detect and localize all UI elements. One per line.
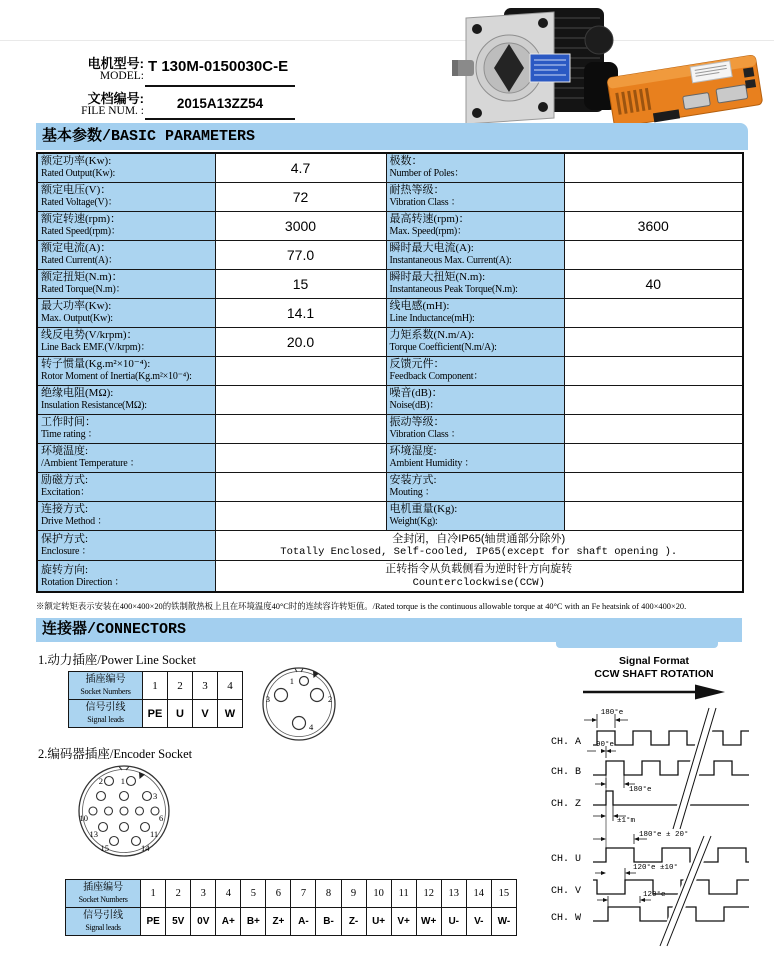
param-label: 最高转速(rpm)： Max. Speed(rpm)：	[386, 211, 564, 240]
signal-lead: W	[218, 700, 243, 728]
param-row	[37, 356, 743, 385]
signal-lead: PE	[143, 700, 168, 728]
param-value	[564, 182, 743, 211]
param-label: 振动等级： Vibration Class ：	[386, 414, 564, 443]
param-value	[564, 443, 743, 472]
signal-lead: V+	[391, 908, 416, 936]
socket-number: 8	[316, 880, 341, 908]
param-label: 连接方式: Drive Method ：	[37, 501, 215, 530]
param-value	[215, 472, 386, 501]
pin-label: 10	[79, 813, 88, 823]
param-label: 力矩系数(N.m/A): Torque Coefficient(N.m/A):	[386, 327, 564, 356]
param-row	[37, 501, 743, 530]
param-value	[564, 298, 743, 327]
section-basic-parameters: 基本参数/BASIC PARAMETERS	[36, 123, 748, 150]
model-label-en: MODEL:	[99, 70, 144, 82]
param-row	[37, 298, 743, 327]
model-label-cn: 电机型号:	[87, 56, 144, 71]
dim-annotation: 120°e ±10°	[633, 864, 679, 872]
param-row	[37, 443, 743, 472]
model-underline	[145, 85, 295, 87]
dim-annotation: 180°e	[600, 709, 624, 717]
signal-lead: V	[193, 700, 218, 728]
signal-lead: V-	[466, 908, 491, 936]
param-row	[37, 414, 743, 443]
channel-label: CH. Z	[551, 799, 582, 810]
dim-annotation: 90°e	[595, 741, 615, 749]
param-label: 反馈元件： Feedback Component：	[386, 356, 564, 385]
signal-lead: Z+	[266, 908, 291, 936]
section-connectors: 连接器/CONNECTORS	[36, 618, 742, 642]
param-label: 励磁方式: Excitation：	[37, 472, 215, 501]
param-value: 14.1	[215, 298, 386, 327]
channel-label: CH. V	[551, 886, 582, 897]
signal-format-diagram	[543, 648, 774, 950]
pin-label: 14	[141, 843, 150, 853]
signal-lead: PE	[141, 908, 166, 936]
power-connector-diagram	[252, 661, 347, 749]
top-rule	[0, 40, 774, 41]
param-value: 72	[215, 182, 386, 211]
socket-number: 2	[168, 672, 193, 700]
file-label-en: FILE NUM. :	[81, 105, 144, 117]
param-value: 3600	[564, 211, 743, 240]
socket-number: 4	[218, 672, 243, 700]
signal-lead: W-	[491, 908, 516, 936]
rotation-value: 正转指令从负载侧看为逆时针方向旋转 Counterclockwise(CCW)	[215, 561, 743, 592]
ccw-rotation-title: CCW SHAFT ROTATION	[594, 668, 714, 680]
signal-lead: U-	[441, 908, 466, 936]
param-label: 额定电压(V)： Rated Voltage(V)：	[37, 182, 215, 211]
socket-number: 1	[143, 672, 168, 700]
dim-annotation: 180°e	[629, 786, 652, 794]
param-value	[564, 501, 743, 530]
param-row	[37, 385, 743, 414]
param-row	[37, 269, 743, 298]
file-value: 2015A13ZZ54	[176, 96, 264, 111]
param-label: 额定电流(A)： Rated Current(A)：	[37, 240, 215, 269]
param-value	[215, 414, 386, 443]
basic-parameters-table	[36, 152, 744, 593]
param-row	[37, 211, 743, 240]
pin-label: 3	[153, 791, 158, 801]
param-value	[564, 385, 743, 414]
param-row	[37, 182, 743, 211]
param-label: 额定转速(rpm)： Rated Speed(rpm)：	[37, 211, 215, 240]
pin-label: 13	[89, 829, 98, 839]
channel-label: CH. W	[551, 913, 582, 924]
pin-label: 1	[120, 776, 125, 786]
param-row	[37, 153, 743, 182]
param-label: 旋转方向: Rotation Direction ：	[37, 561, 215, 592]
channel-label: CH. U	[551, 854, 582, 865]
param-label: 保护方式: Enclosure ：	[37, 530, 215, 561]
param-value	[564, 153, 743, 182]
param-value: 40	[564, 269, 743, 298]
file-label-cn: 文档编号:	[87, 91, 144, 106]
param-value: 15	[215, 269, 386, 298]
param-label: 最大功率(Kw): Max. Output(Kw):	[37, 298, 215, 327]
param-label: 额定扭矩(N.m)： Rated Torque(N.m)：	[37, 269, 215, 298]
rated-torque-footnote: ※额定转矩表示安装在400×400×20的铁制散热板上且在环境温度40°C时的连续容许转矩值。/Rated torque is the continuous allowable torque at 40°C with an Fe heatsink of 400×400×20.	[36, 602, 687, 611]
param-label: 安装方式: Mouting ：	[386, 472, 564, 501]
signal-lead: B+	[241, 908, 266, 936]
param-label: 线电感(mH): Line Inductance(mH):	[386, 298, 564, 327]
channel-label: CH. A	[551, 737, 582, 748]
param-value: 77.0	[215, 240, 386, 269]
param-value	[564, 414, 743, 443]
param-label: 工作时间： Time rating ：	[37, 414, 215, 443]
param-value	[215, 385, 386, 414]
socket-number: 13	[441, 880, 466, 908]
param-value	[564, 240, 743, 269]
param-row	[37, 240, 743, 269]
param-value	[564, 472, 743, 501]
param-value	[564, 327, 743, 356]
param-label: 绝缘电阻(MΩ): Insulation Resistance(MΩ):	[37, 385, 215, 414]
param-row	[37, 472, 743, 501]
signal-lead: 5V	[166, 908, 191, 936]
pin-label: 6	[159, 813, 164, 823]
socket-numbers-header: 插座编号 Socket Numbers	[69, 672, 143, 700]
param-label: 环境湿度: Ambient Humidity ：	[386, 443, 564, 472]
pin-label: 2	[328, 694, 333, 704]
dim-annotation: 120°e	[643, 891, 666, 899]
param-value: 4.7	[215, 153, 386, 182]
socket-number: 15	[491, 880, 516, 908]
dim-annotation: 180°e ± 20°	[639, 831, 689, 839]
param-label: 极数： Number of Poles：	[386, 153, 564, 182]
param-value: 20.0	[215, 327, 386, 356]
power-socket-table	[68, 671, 243, 728]
param-value	[215, 443, 386, 472]
signal-format-title: Signal Format	[618, 655, 690, 667]
dim-annotation: ±1°m	[617, 817, 636, 825]
param-value	[215, 501, 386, 530]
rotation-row	[37, 561, 743, 592]
signal-leads-header: 信号引线 Signal leads	[69, 700, 143, 728]
waveform-break	[657, 708, 719, 946]
socket-number: 10	[366, 880, 391, 908]
dimension-lines	[584, 714, 651, 914]
pin-label: 1	[289, 676, 294, 686]
driver-photo	[598, 52, 774, 130]
socket-number: 7	[291, 880, 316, 908]
pin-label: 2	[98, 776, 103, 786]
socket-number: 4	[216, 880, 241, 908]
signal-lead: W+	[416, 908, 441, 936]
param-value: 3000	[215, 211, 386, 240]
signal-lead: 0V	[191, 908, 216, 936]
socket-number: 9	[341, 880, 366, 908]
param-label: 线反电势(V/krpm)： Line Back EMF.(V/krpm)：	[37, 327, 215, 356]
socket-number: 6	[266, 880, 291, 908]
param-label: 额定功率(Kw): Rated Output(Kw):	[37, 153, 215, 182]
encoder-connector-diagram	[68, 758, 180, 864]
param-label: 电机重量(Kg): Weight(Kg):	[386, 501, 564, 530]
pin-label: 11	[150, 829, 159, 839]
socket-numbers-header: 插座编号 Socket Numbers	[66, 880, 141, 908]
signal-lead: U	[168, 700, 193, 728]
model-value: T 130M-0150030C-E	[148, 58, 289, 75]
param-label: 转子惯量(Kg.m²×10⁻⁴): Rotor Moment of Inertia(Kg.m²×10⁻⁴):	[37, 356, 215, 385]
signal-lead: B-	[316, 908, 341, 936]
param-label: 瞬时最大电流(A): Instantaneous Max. Current(A):	[386, 240, 564, 269]
encoder-socket-subtitle: 2.编码器插座/Encoder Socket	[38, 747, 193, 761]
signal-lead: Z-	[341, 908, 366, 936]
signal-lead: A+	[216, 908, 241, 936]
file-underline	[145, 118, 295, 120]
pin-label: 3	[265, 694, 270, 704]
channel-label: CH. B	[551, 767, 582, 778]
encoder-socket-table	[65, 879, 517, 936]
enclosure-value: 全封闭，自冷IP65(轴贯通部分除外) Totally Enclosed, Self-cooled, IP65(except for shaft opening ).	[215, 530, 743, 561]
pin-label: 15	[100, 843, 109, 853]
signal-lead: U+	[366, 908, 391, 936]
socket-number: 11	[391, 880, 416, 908]
param-label: 耐热等级： Vibration Class ：	[386, 182, 564, 211]
param-label: 瞬时最大扭矩(N.m): Instantaneous Peak Torque(N.m):	[386, 269, 564, 298]
param-value	[215, 356, 386, 385]
signal-lead: A-	[291, 908, 316, 936]
power-socket-subtitle: 1.动力插座/Power Line Socket	[38, 653, 196, 667]
socket-number: 3	[191, 880, 216, 908]
enclosure-row	[37, 530, 743, 561]
param-row	[37, 327, 743, 356]
socket-number: 3	[193, 672, 218, 700]
param-label: 环境温度: /Ambient Temperature ：	[37, 443, 215, 472]
socket-number: 5	[241, 880, 266, 908]
socket-number: 1	[141, 880, 166, 908]
signal-leads-header: 信号引线 Signal leads	[66, 908, 141, 936]
param-label: 噪音(dB)： Noise(dB)：	[386, 385, 564, 414]
socket-number: 2	[166, 880, 191, 908]
param-value	[564, 356, 743, 385]
pin-label: 4	[309, 722, 314, 732]
socket-number: 12	[416, 880, 441, 908]
socket-number: 14	[466, 880, 491, 908]
